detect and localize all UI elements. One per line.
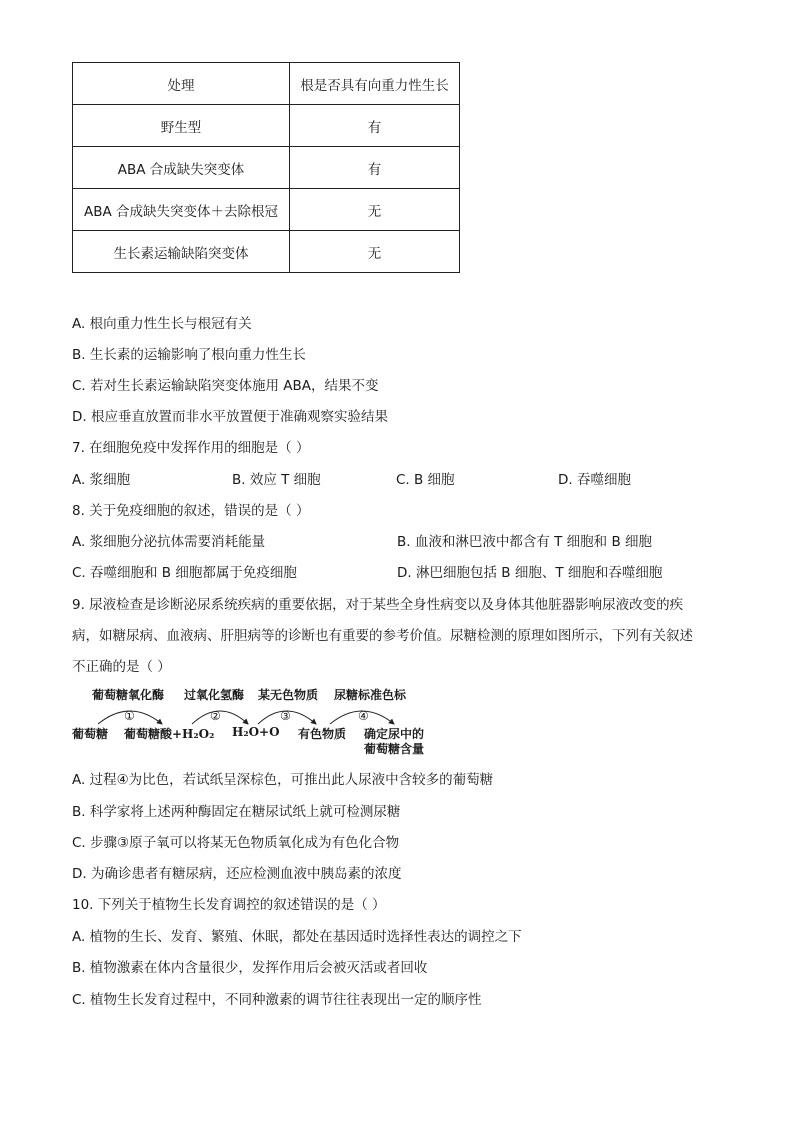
q9-option-c: C. 步骤③原子氧可以将某无色物质氧化成为有色化合物: [72, 835, 400, 851]
q8-options-row-2: [72, 561, 712, 581]
step-3-marker: ③: [280, 709, 291, 723]
table-header-row: [73, 63, 460, 105]
q8-option-b: B. 血液和淋巴液中都含有 T 细胞和 B 细胞: [397, 534, 653, 550]
node-result-line-2: 葡萄糖含量: [364, 742, 425, 756]
q8-option-c: C. 吞噬细胞和 B 细胞都属于免疫细胞: [72, 565, 297, 581]
table-cell: 生长素运输缺陷突变体: [73, 231, 290, 273]
table-cell: ABA 合成缺失突变体＋去除根冠: [73, 189, 290, 231]
table-row: [73, 231, 460, 273]
q10-option-a: A. 植物的生长、发育、繁殖、休眠，都处在基因适时选择性表达的调控之下: [72, 929, 522, 945]
step-4-marker: ④: [358, 709, 369, 723]
table-row: [73, 105, 460, 147]
enzyme-label-4: 尿糖标准色标: [334, 688, 407, 702]
q8-option-a: A. 浆细胞分泌抗体需要消耗能量: [72, 534, 266, 550]
q10-stem: 10. 下列关于植物生长发育调控的叙述错误的是（ ）: [72, 897, 386, 913]
table-cell: 无: [290, 189, 460, 231]
q6-option-c: C. 若对生长素运输缺陷突变体施用 ABA，结果不变: [72, 378, 379, 394]
enzyme-label-1: 葡萄糖氧化酶: [92, 688, 165, 702]
experiment-table: [72, 62, 460, 273]
q10-option-c: C. 植物生长发育过程中，不同种激素的调节往往表现出一定的顺序性: [72, 992, 482, 1008]
table-cell: 无: [290, 231, 460, 273]
q7-option-c: C. B 细胞: [396, 472, 455, 488]
q7-option-b: B. 效应 T 细胞: [232, 472, 321, 488]
q9-option-b: B. 科学家将上述两种酶固定在糖尿试纸上就可检测尿糖: [72, 804, 401, 820]
q7-stem: 7. 在细胞免疫中发挥作用的细胞是（ ）: [72, 440, 310, 456]
q10-option-b: B. 植物激素在体内含量很少，发挥作用后会被灭活或者回收: [72, 960, 428, 976]
node-glucose: 葡萄糖: [72, 727, 109, 741]
table-header-cell: 根是否具有向重力性生长: [290, 63, 460, 105]
q9-stem-line-2: 病，如糖尿病、血液病、肝胆病等的诊断也有重要的参考价值。尿糖检测的原理如图所示，下列有关叙述: [72, 628, 693, 644]
node-result-line-1: 确定尿中的: [364, 727, 425, 741]
table-cell: 有: [290, 147, 460, 189]
table-header-cell: 处理: [73, 63, 290, 105]
urine-glucose-diagram: [72, 684, 452, 756]
table-row: [73, 189, 460, 231]
q6-option-b: B. 生长素的运输影响了根向重力性生长: [72, 347, 306, 363]
q6-option-a: A. 根向重力性生长与根冠有关: [72, 316, 252, 332]
node-gluconic-acid: 葡萄糖酸+H₂O₂: [124, 727, 215, 741]
q8-options-row-1: [72, 530, 712, 550]
q7-options: [72, 468, 712, 488]
q9-option-d: D. 为确诊患者有糖尿病，还应检测血液中胰岛素的浓度: [72, 866, 402, 882]
enzyme-label-3: 某无色物质: [258, 688, 319, 702]
table-cell: ABA 合成缺失突变体: [73, 147, 290, 189]
q8-stem: 8. 关于免疫细胞的叙述，错误的是（ ）: [72, 503, 310, 519]
node-colored-substance: 有色物质: [298, 727, 347, 741]
step-2-marker: ②: [210, 709, 221, 723]
node-water-oxygen: H₂O+O: [232, 725, 280, 739]
q9-option-a: A. 过程④为比色，若试纸呈深棕色，可推出此人尿液中含较多的葡萄糖: [72, 772, 494, 788]
q9-stem-line-1: 9. 尿液检查是诊断泌尿系统疾病的重要依据，对于某些全身性病变以及身体其他脏器影响尿液改变的疾: [72, 597, 684, 613]
step-1-marker: ①: [124, 709, 135, 723]
enzyme-label-2: 过氧化氢酶: [184, 688, 245, 702]
q8-option-d: D. 淋巴细胞包括 B 细胞、T 细胞和吞噬细胞: [397, 565, 663, 581]
table-cell: 有: [290, 105, 460, 147]
table-cell: 野生型: [73, 105, 290, 147]
q7-option-a: A. 浆细胞: [72, 472, 131, 488]
table-row: [73, 147, 460, 189]
q9-stem-line-3: 不正确的是（ ）: [72, 659, 171, 675]
q7-option-d: D. 吞噬细胞: [558, 472, 631, 488]
q6-option-d: D. 根应垂直放置而非水平放置便于准确观察实验结果: [72, 409, 388, 425]
